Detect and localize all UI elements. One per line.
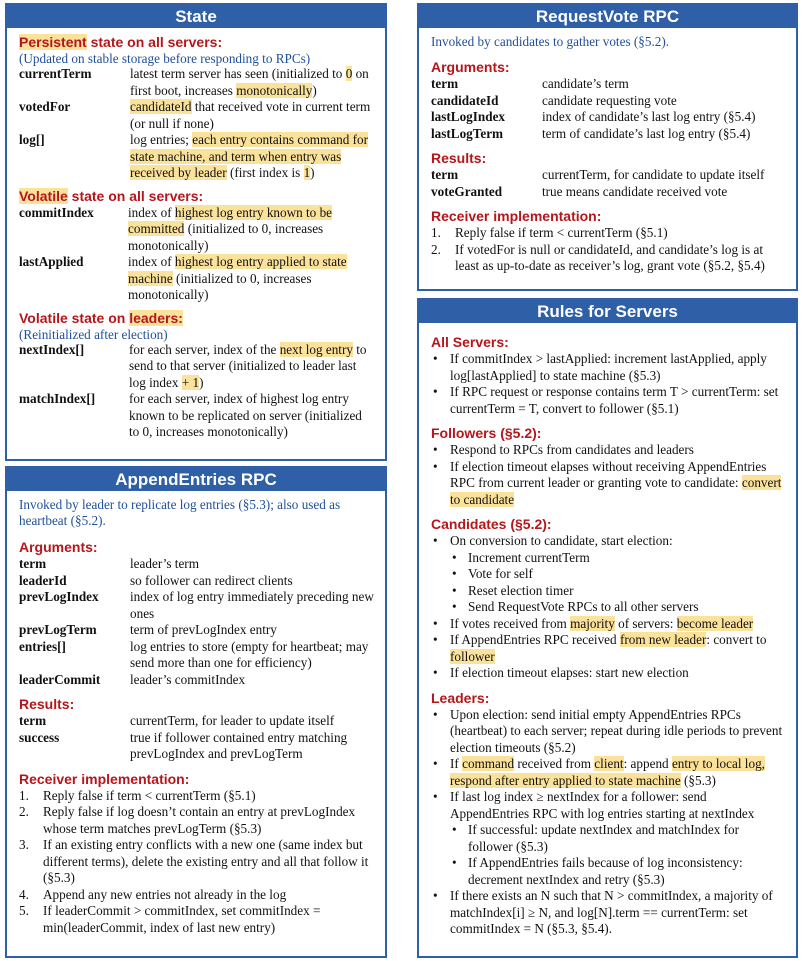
voted-for-row: votedFor candidateId that received vote in current term (or null if none) [19, 99, 371, 131]
rule-candidates-4: • If election timeout elapses: start new election [433, 665, 689, 680]
rule-followers-1: • Respond to RPCs from candidates and leaders [433, 442, 694, 457]
ae-result-key: success [19, 729, 60, 745]
ae-argument-value: index of log entry immediately preceding new ones [130, 589, 374, 621]
rule-all-servers-2: • If RPC request or response contains term T > currentTerm: set currentTerm = T, convert to follower (§5.1) [433, 384, 779, 416]
ae-argument-row [19, 672, 375, 689]
request-vote-panel [417, 3, 798, 291]
candidates-sub-item: • Reset election timer [452, 582, 574, 598]
rv-argument-row [431, 93, 786, 110]
rv-argument-value: candidate’s term [542, 76, 629, 91]
ae-receiver-step: 1. Reply false if term < currentTerm (§5.1) [19, 787, 256, 803]
rv-result-row [431, 167, 786, 184]
rv-results-heading: Results: [431, 150, 487, 166]
all-servers-heading: All Servers: [431, 334, 509, 350]
ae-result-row [19, 730, 375, 763]
rule-leaders-3: • If last log index ≥ nextIndex for a follower: send AppendEntries RPC with log entries starting at nextIndex • If successful: update nextIndex and matchIndex for follower (§5.3) • If AppendEntries fails because of log inconsistency: decrement nextIndex and retry (§5.3) [431, 789, 786, 888]
append-entries-panel [5, 466, 387, 958]
ae-argument-key: term [19, 556, 47, 571]
match-index-row: matchIndex[] for each server, index of highest log entry known to be replicated on server (initialized to 0, increases monotonically) [19, 391, 362, 439]
rv-argument-row [431, 126, 786, 143]
leaders-sub-item: • If successful: update nextIndex and matchIndex for follower (§5.3) [452, 822, 739, 854]
rules-panel [417, 298, 798, 958]
rv-argument-key: lastLogIndex [431, 109, 506, 124]
rv-argument-row [431, 109, 786, 126]
ae-result-value: true if follower contained entry matching prevLogIndex and prevLogTerm [130, 729, 348, 761]
rv-argument-row [431, 76, 786, 93]
ae-argument-value: log entries to store (empty for heartbeat; may send more than one for efficiency) [130, 638, 369, 670]
state-panel [5, 3, 387, 461]
candidates-sub-item: • Vote for self [452, 566, 533, 581]
candidates-sub-item: • Send RequestVote RPCs to all other servers [452, 599, 699, 614]
rv-argument-key: lastLogTerm [431, 125, 504, 141]
ae-argument-key: prevLogIndex [19, 589, 99, 604]
ae-argument-value: leader’s commitIndex [130, 671, 246, 687]
candidates-heading: Candidates (§5.2): [431, 516, 552, 532]
ae-argument-row [19, 639, 375, 672]
ae-receiver-heading: Receiver implementation: [19, 770, 190, 787]
rule-leaders-4: • If there exists an N such that N > commitIndex, a majority of matchIndex[i] ≥ N, and log[N].term == currentTerm: set commitIndex = N (§5.3, §5.4). [433, 888, 773, 936]
request-vote-intro: Invoked by candidates to gather votes (§5.2). [431, 34, 670, 49]
ae-result-key: term [19, 713, 47, 728]
rv-argument-key: term [431, 76, 459, 91]
ae-receiver-step: 3. If an existing entry conflicts with a new one (same index but different terms), delete the existing entry and all that follow it (§5.3) [19, 837, 369, 885]
ae-argument-row [19, 589, 375, 622]
ae-result-value: currentTerm, for leader to update itself [130, 713, 335, 728]
rv-receiver-step: 1. Reply false if term < currentTerm (§5.1) [431, 225, 668, 240]
state-title: State [7, 5, 385, 28]
persistent-heading: Persistent state on all servers: [19, 34, 223, 50]
candidates-sub-item: • Increment currentTerm [452, 549, 590, 565]
append-entries-title: AppendEntries RPC [7, 468, 385, 491]
last-applied-row: lastApplied index of highest log entry applied to state machine (initialized to 0, increases monotonically) [19, 254, 347, 302]
rv-result-key: voteGranted [431, 183, 503, 199]
ae-receiver-step: 4. Append any new entries not already in the log [19, 886, 287, 902]
append-entries-intro: Invoked by leader to replicate log entries (§5.3); also used as heartbeat (§5.2). [19, 497, 341, 528]
rv-result-row [431, 184, 786, 201]
rv-result-value: currentTerm, for candidate to update itself [542, 167, 765, 182]
log-row: log[] log entries; each entry contains command for state machine, and term when entry was received by leader (first index is 1) [19, 132, 369, 180]
request-vote-title: RequestVote RPC [419, 5, 796, 28]
ae-arguments-heading: Arguments: [19, 539, 98, 555]
rv-receiver-step: 2. If votedFor is null or candidateId, and candidate’s log is at least as up-to-date as receiver’s log, grant vote (§5.2, §5.4) [431, 241, 765, 273]
leaders-heading: Leaders: [431, 689, 490, 706]
rv-argument-value: term of candidate’s last log entry (§5.4) [542, 125, 751, 141]
ae-argument-value: so follower can redirect clients [130, 572, 293, 588]
ae-results-heading: Results: [19, 696, 75, 712]
followers-heading: Followers (§5.2): [431, 425, 542, 441]
volatile-leaders-note: (Reinitialized after election) [19, 326, 168, 342]
ae-argument-value: term of prevLogIndex entry [130, 622, 277, 637]
ae-argument-row [19, 573, 375, 590]
ae-argument-key: prevLogTerm [19, 622, 97, 637]
rule-candidates-2: • If votes received from majority of servers: become leader [433, 615, 754, 631]
volatile-leaders-heading: Volatile state on leaders: [19, 309, 183, 326]
leaders-sub-item: • If AppendEntries fails because of log inconsistency: decrement nextIndex and retry (§5.3) [452, 855, 743, 887]
rv-result-key: term [431, 167, 459, 182]
ae-argument-key: leaderCommit [19, 671, 101, 687]
rules-title: Rules for Servers [419, 300, 796, 323]
ae-argument-row [19, 556, 375, 573]
rule-candidates-1: • On conversion to candidate, start election: • Increment currentTerm • Vote for self • Reset election timer • Send RequestVote RPCs to all other servers [431, 533, 786, 616]
rule-leaders-1: • Upon election: send initial empty AppendEntries RPCs (heartbeat) to each server; repeat during idle periods to prevent election timeouts (§5.2) [433, 706, 783, 755]
ae-argument-key: entries[] [19, 638, 66, 654]
rv-argument-key: candidateId [431, 92, 499, 108]
rule-leaders-2: • If command received from client: append entry to local log, respond after entry applied to state machine (§5.3) [433, 756, 765, 788]
rv-arguments-heading: Arguments: [431, 59, 510, 75]
ae-receiver-step: 2. Reply false if log doesn’t contain an entry at prevLogIndex whose term matches prevLogTerm (§5.3) [19, 804, 356, 836]
rv-receiver-heading: Receiver implementation: [431, 208, 602, 224]
current-term-row: currentTerm latest term server has seen (initialized to 0 on first boot, increases monotonically) [19, 66, 369, 98]
ae-argument-key: leaderId [19, 572, 67, 588]
ae-receiver-step: 5. If leaderCommit > commitIndex, set commitIndex = min(leaderCommit, index of last new entry) [19, 903, 321, 935]
persistent-note: (Updated on stable storage before responding to RPCs) [19, 51, 311, 66]
ae-argument-value: leader’s term [130, 556, 199, 571]
next-index-row: nextIndex[] for each server, index of the next log entry to send to that server (initialized to leader last log index + 1) [19, 341, 367, 390]
rule-candidates-3: • If AppendEntries RPC received from new leader: convert to follower [433, 632, 767, 664]
ae-argument-row [19, 622, 375, 639]
rule-all-servers-1: • If commitIndex > lastApplied: increment lastApplied, apply log[lastApplied] to state machine (§5.3) [433, 351, 767, 383]
rv-argument-value: candidate requesting vote [542, 92, 677, 108]
volatile-all-heading: Volatile state on all servers: [19, 187, 204, 204]
commit-index-row: commitIndex index of highest log entry known to be committed (initialized to 0, increases monotonically) [19, 204, 333, 253]
rv-result-value: true means candidate received vote [542, 183, 728, 199]
rv-argument-value: index of candidate’s last log entry (§5.4) [542, 109, 756, 124]
ae-result-row [19, 713, 375, 730]
rule-followers-2: • If election timeout elapses without receiving AppendEntries RPC from current leader or granting vote to candidate: convert to candidate [433, 458, 782, 507]
